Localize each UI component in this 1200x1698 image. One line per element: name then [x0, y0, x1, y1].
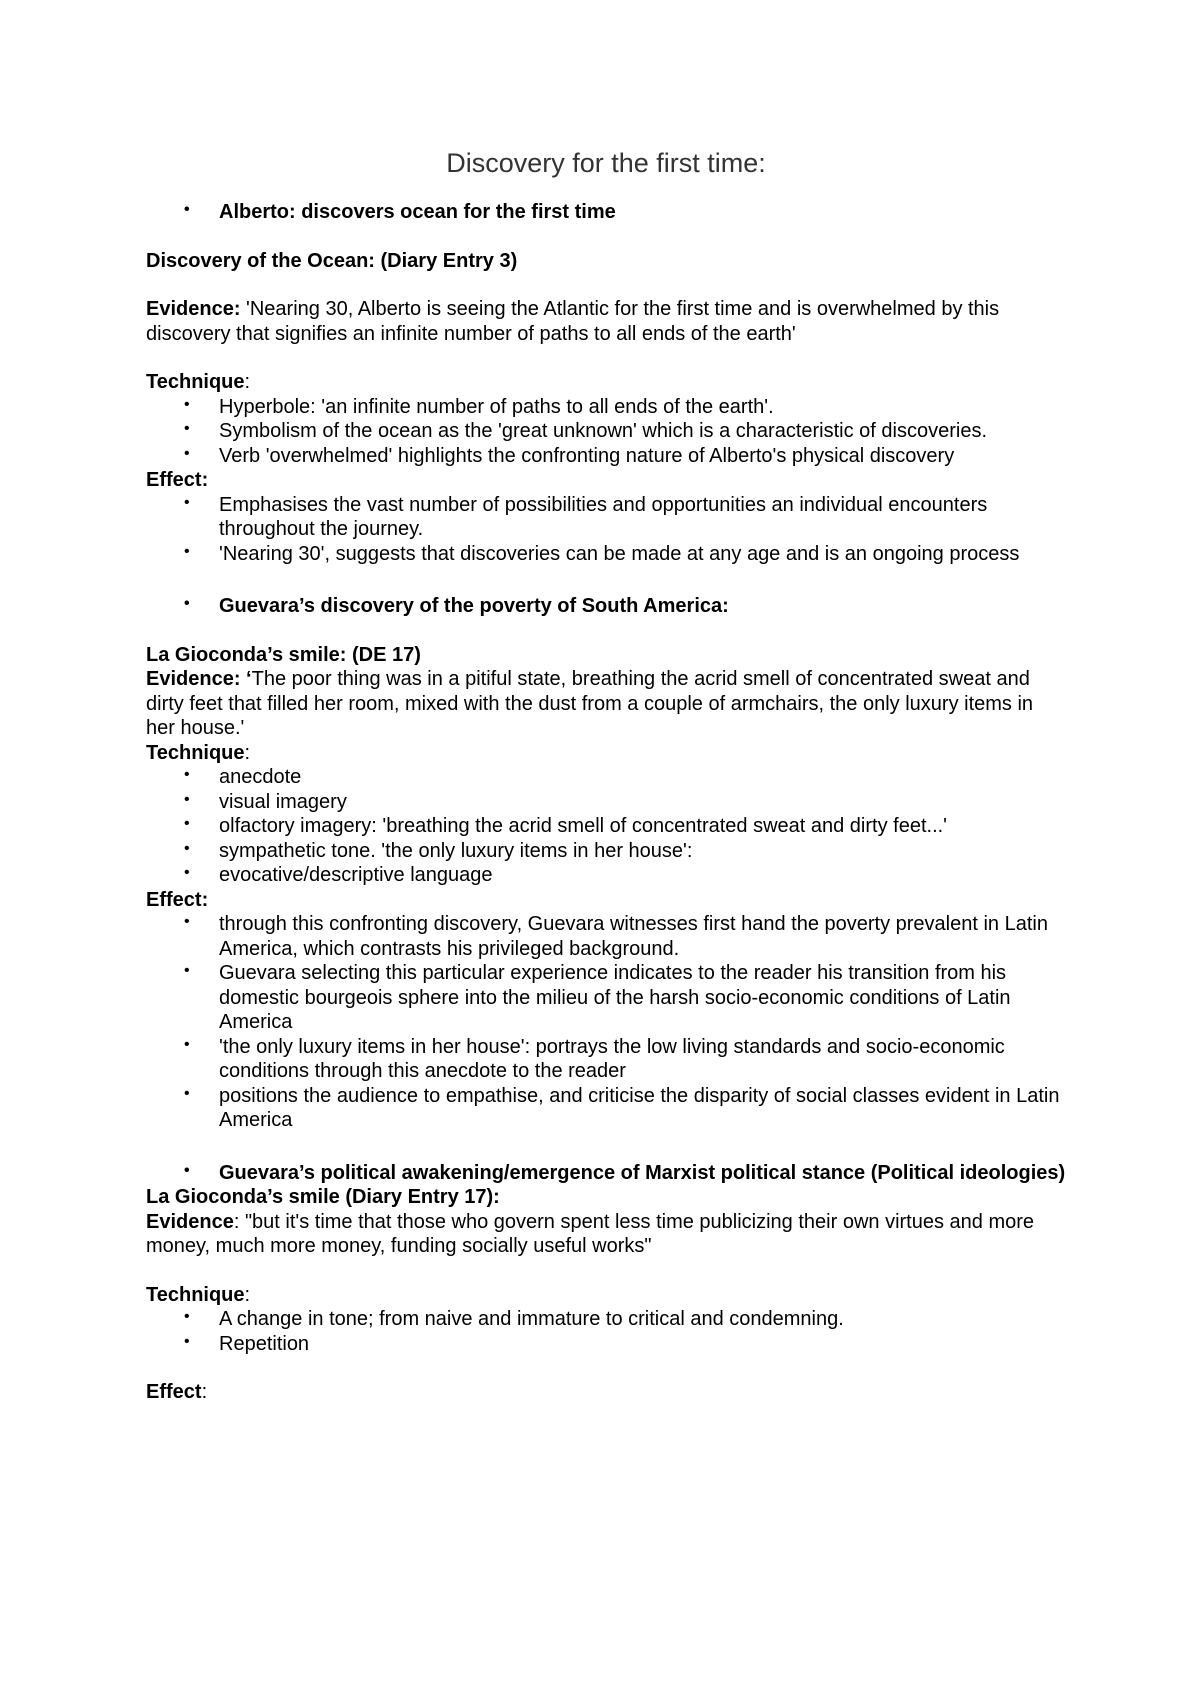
list-item	[146, 765, 1066, 790]
technique-list	[146, 765, 1066, 888]
page-title: Discovery for the first time:	[446, 148, 766, 178]
effect-heading: Effect:	[146, 469, 209, 491]
technique-colon: :	[244, 1283, 251, 1306]
list-item	[146, 542, 1066, 567]
technique-label: Technique	[146, 1283, 245, 1306]
list-item	[146, 1035, 1066, 1084]
list-item-text: Guevara selecting this particular experience indicates to the reader his transition from his domestic bourgeois sphere into the milieu of the harsh socio-economic conditions of Latin America	[219, 962, 1011, 1033]
bullet-icon: •	[184, 839, 190, 857]
list-item-text: Repetition	[219, 1332, 310, 1355]
list-item	[146, 961, 1066, 1035]
list-item-text: Verb 'overwhelmed' highlights the confronting nature of Alberto's physical discovery	[219, 444, 955, 467]
list-item	[146, 912, 1066, 961]
evidence-label: Evidence: ‘	[146, 668, 252, 690]
list-item	[146, 814, 1066, 839]
subheading: La Gioconda’s smile: (DE 17)	[146, 643, 421, 666]
evidence-paragraph	[146, 1210, 1066, 1259]
bullet-icon: •	[184, 864, 190, 881]
bullet-icon: •	[184, 420, 190, 437]
bullet-icon: •	[184, 1161, 190, 1179]
list-item-text: evocative/descriptive language	[219, 864, 493, 886]
list-item-text: 'Nearing 30', suggests that discoveries can be made at any age and is an ongoing process	[219, 542, 1020, 565]
effect-colon: :	[201, 1381, 208, 1403]
list-item	[146, 493, 1066, 542]
evidence-paragraph	[146, 297, 1066, 346]
technique-list	[146, 395, 1066, 469]
bullet-icon: •	[184, 1332, 190, 1350]
list-item	[146, 419, 1066, 444]
list-item-text: sympathetic tone. 'the only luxury items in her house':	[219, 839, 693, 862]
section-heading-list	[146, 1161, 1066, 1186]
bullet-icon: •	[184, 395, 190, 413]
list-item	[146, 1084, 1066, 1133]
technique-heading	[146, 741, 1066, 766]
list-item-text: Emphasises the vast number of possibilities and opportunities an individual encounters throughout the journey.	[219, 493, 988, 540]
section-heading-text: Guevara’s discovery of the poverty of South America:	[219, 595, 729, 617]
section-heading-list	[146, 594, 1066, 619]
section-heading-text: Alberto: discovers ocean for the first time	[219, 201, 616, 223]
list-item-text: Symbolism of the ocean as the 'great unknown' which is a characteristic of discoveries.	[219, 420, 987, 442]
evidence-text: The poor thing was in a pitiful state, breathing the acrid smell of concentrated sweat and dirty feet that filled her room, mixed with the dust from a couple of armchairs, the only luxury items in her house.'	[146, 668, 1034, 739]
bullet-icon: •	[184, 542, 190, 560]
bullet-icon: •	[184, 1084, 190, 1102]
effect-heading	[146, 1380, 1066, 1405]
section-heading-list	[146, 200, 1066, 225]
bullet-icon: •	[184, 913, 190, 930]
effect-list	[146, 912, 1066, 1133]
document-content	[146, 146, 1066, 1405]
effect-label: Effect	[146, 1381, 202, 1403]
list-item-text: olfactory imagery: 'breathing the acrid smell of concentrated sweat and dirty feet...'	[219, 815, 947, 837]
list-item	[146, 444, 1066, 469]
list-item	[146, 1307, 1066, 1332]
technique-heading	[146, 370, 1066, 395]
technique-colon: :	[244, 371, 251, 393]
technique-label: Technique	[146, 371, 245, 393]
list-item-text: A change in tone; from naive and immature to critical and condemning.	[219, 1308, 844, 1330]
bullet-icon: •	[184, 962, 190, 979]
technique-heading	[146, 1283, 1066, 1308]
bullet-icon: •	[184, 493, 190, 511]
list-item	[146, 863, 1066, 888]
evidence-label: Evidence:	[146, 298, 241, 320]
list-item	[146, 395, 1066, 420]
bullet-icon: •	[184, 1308, 190, 1325]
effect-list	[146, 493, 1066, 567]
list-item	[146, 839, 1066, 864]
list-item-text: 'the only luxury items in her house': portrays the low living standards and socio-economic conditions through this anecdote to the reader	[219, 1035, 1005, 1082]
evidence-paragraph	[146, 667, 1066, 741]
bullet-icon: •	[184, 444, 190, 462]
list-item-text: visual imagery	[219, 790, 347, 813]
list-item-text: positions the audience to empathise, and criticise the disparity of social classes evident in Latin America	[219, 1084, 1060, 1131]
bullet-icon: •	[184, 1035, 190, 1053]
bullet-icon: •	[184, 595, 190, 612]
bullet-icon: •	[184, 790, 190, 808]
bullet-icon: •	[184, 766, 190, 783]
evidence-text: 'Nearing 30, Alberto is seeing the Atlantic for the first time and is overwhelmed by this discovery that signifies an infinite number of paths to all ends of the earth'	[146, 298, 1000, 345]
bullet-icon: •	[184, 815, 190, 832]
evidence-label: Evidence	[146, 1210, 234, 1233]
subheading: Discovery of the Ocean: (Diary Entry 3)	[146, 249, 518, 272]
list-item-text: through this confronting discovery, Guevara witnesses first hand the poverty prevalent in Latin America, which contrasts his privileged background.	[219, 913, 1048, 960]
section-heading-poverty	[146, 594, 1066, 619]
list-item	[146, 1332, 1066, 1357]
list-item	[146, 790, 1066, 815]
list-item-text: anecdote	[219, 766, 302, 788]
evidence-text: : "but it's time that those who govern spent less time publicizing their own virtues and more money, much more money, funding socially useful works"	[146, 1210, 1035, 1257]
technique-colon: :	[244, 741, 251, 764]
subheading: La Gioconda’s smile (Diary Entry 17):	[146, 1186, 500, 1208]
bullet-icon: •	[184, 201, 190, 218]
section-heading-alberto	[146, 200, 1066, 225]
technique-label: Technique	[146, 741, 245, 764]
section-heading-political	[146, 1161, 1066, 1186]
section-heading-text: Guevara’s political awakening/emergence of Marxist political stance (Political ideologies)	[219, 1161, 1066, 1184]
effect-heading: Effect:	[146, 888, 209, 911]
list-item-text: Hyperbole: 'an infinite number of paths to all ends of the earth'.	[219, 395, 774, 418]
technique-list	[146, 1307, 1066, 1356]
